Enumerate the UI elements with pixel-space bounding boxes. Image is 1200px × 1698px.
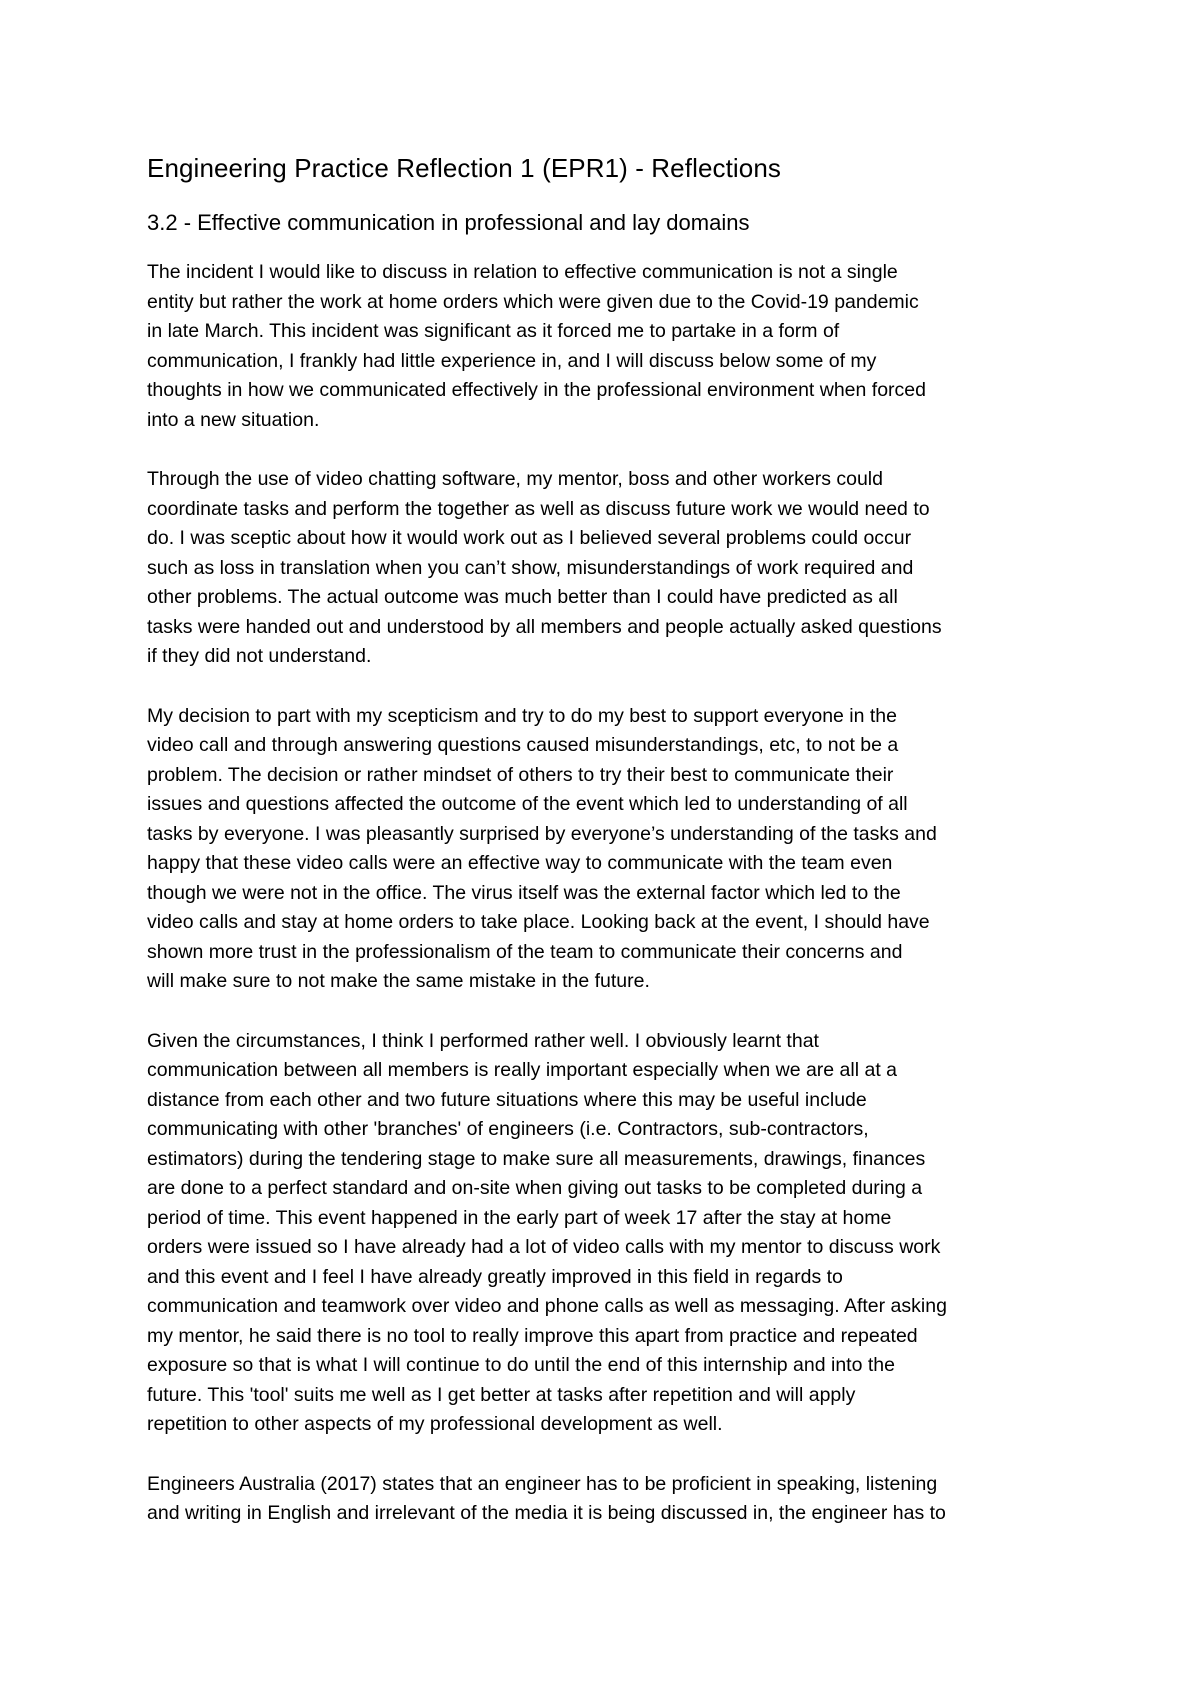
section-heading: 3.2 - Effective communication in professional and lay domains [147, 210, 750, 235]
paragraph-line: My decision to part with my scepticism and try to do my best to support everyone in the [147, 704, 897, 727]
paragraph-line: video calls and stay at home orders to take place. Looking back at the event, I should have [147, 911, 930, 933]
paragraph-line: Engineers Australia (2017) states that an engineer has to be proficient in speaking, listening [147, 1472, 938, 1495]
paragraph-line: thoughts in how we communicated effectively in the professional environment when forced [147, 379, 926, 401]
paragraph [147, 1027, 1082, 1440]
paragraph-line: repetition to other aspects of my professional development as well. [147, 1413, 723, 1435]
paragraph-line: in late March. This incident was significant as it forced me to partake in a form of [147, 320, 840, 342]
paragraph-line: do. I was sceptic about how it would work out as I believed several problems could occur [147, 527, 912, 549]
paragraph-line: distance from each other and two future situations where this may be useful include [147, 1088, 867, 1111]
paragraph-line: communication and teamwork over video and phone calls as well as messaging. After asking [147, 1295, 947, 1317]
paragraph-line: tasks by everyone. I was pleasantly surprised by everyone’s understanding of the tasks and [147, 822, 937, 845]
paragraph-line: video call and through answering questions caused misunderstandings, etc, to not be a [147, 734, 899, 756]
paragraph-line: future. This 'tool' suits me well as I get better at tasks after repetition and will apply [147, 1383, 856, 1406]
paragraph-line: my mentor, he said there is no tool to really improve this apart from practice and repeated [147, 1324, 918, 1347]
paragraph-line: happy that these video calls were an effective way to communicate with the team even [147, 852, 893, 874]
paragraph-line: communication, I frankly had little experience in, and I will discuss below some of my [147, 349, 877, 372]
paragraph [147, 258, 1082, 435]
paragraph-line: Given the circumstances, I think I performed rather well. I obviously learnt that [147, 1029, 819, 1052]
paragraph [147, 1470, 1082, 1529]
paragraph-line: exposure so that is what I will continue to do until the end of this internship and into the [147, 1354, 895, 1376]
paragraph-line: into a new situation. [147, 408, 320, 431]
paragraph-line: coordinate tasks and perform the together as well as discuss future work we would need to [147, 497, 930, 520]
paragraph-list [147, 258, 1082, 1529]
document-title: Engineering Practice Reflection 1 (EPR1) - Reflections [147, 153, 782, 183]
paragraph-line: The incident I would like to discuss in relation to effective communication is not a single [147, 261, 898, 283]
paragraph-line: will make sure to not make the same mistake in the future. [147, 970, 650, 992]
paragraph-line: other problems. The actual outcome was much better than I could have predicted as all [147, 586, 898, 608]
paragraph [147, 465, 1082, 672]
paragraph-line: and this event and I feel I have already greatly improved in this field in regards to [147, 1265, 843, 1288]
paragraph-line: Through the use of video chatting software, my mentor, boss and other workers could [147, 468, 883, 490]
paragraph-line: if they did not understand. [147, 645, 372, 667]
paragraph [147, 702, 1082, 997]
paragraph-line: estimators) during the tendering stage to make sure all measurements, drawings, finances [147, 1147, 926, 1170]
paragraph-line: communication between all members is really important especially when we are all at a [147, 1059, 898, 1081]
paragraph-line: tasks were handed out and understood by all members and people actually asked questions [147, 615, 942, 638]
paragraph-line: such as loss in translation when you can’t show, misunderstandings of work required and [147, 556, 914, 579]
paragraph-line: entity but rather the work at home orders which were given due to the Covid-19 pandemic [147, 290, 919, 313]
paragraph-line: issues and questions affected the outcome of the event which led to understanding of all [147, 793, 908, 815]
paragraph-line: problem. The decision or rather mindset of others to try their best to communicate their [147, 763, 894, 786]
paragraph-line: and writing in English and irrelevant of the media it is being discussed in, the engineer has to [147, 1502, 946, 1524]
paragraph-line: shown more trust in the professionalism of the team to communicate their concerns and [147, 940, 903, 963]
paragraph-line: are done to a perfect standard and on-site when giving out tasks to be completed during a [147, 1177, 923, 1199]
paragraph-line: though we were not in the office. The virus itself was the external factor which led to the [147, 881, 901, 904]
paragraph-line: orders were issued so I have already had a lot of video calls with my mentor to discuss work [147, 1236, 941, 1258]
document-body [147, 150, 1082, 1559]
paragraph-line: communicating with other 'branches' of engineers (i.e. Contractors, sub-contractors, [147, 1118, 869, 1140]
paragraph-line: period of time. This event happened in the early part of week 17 after the stay at home [147, 1206, 892, 1229]
